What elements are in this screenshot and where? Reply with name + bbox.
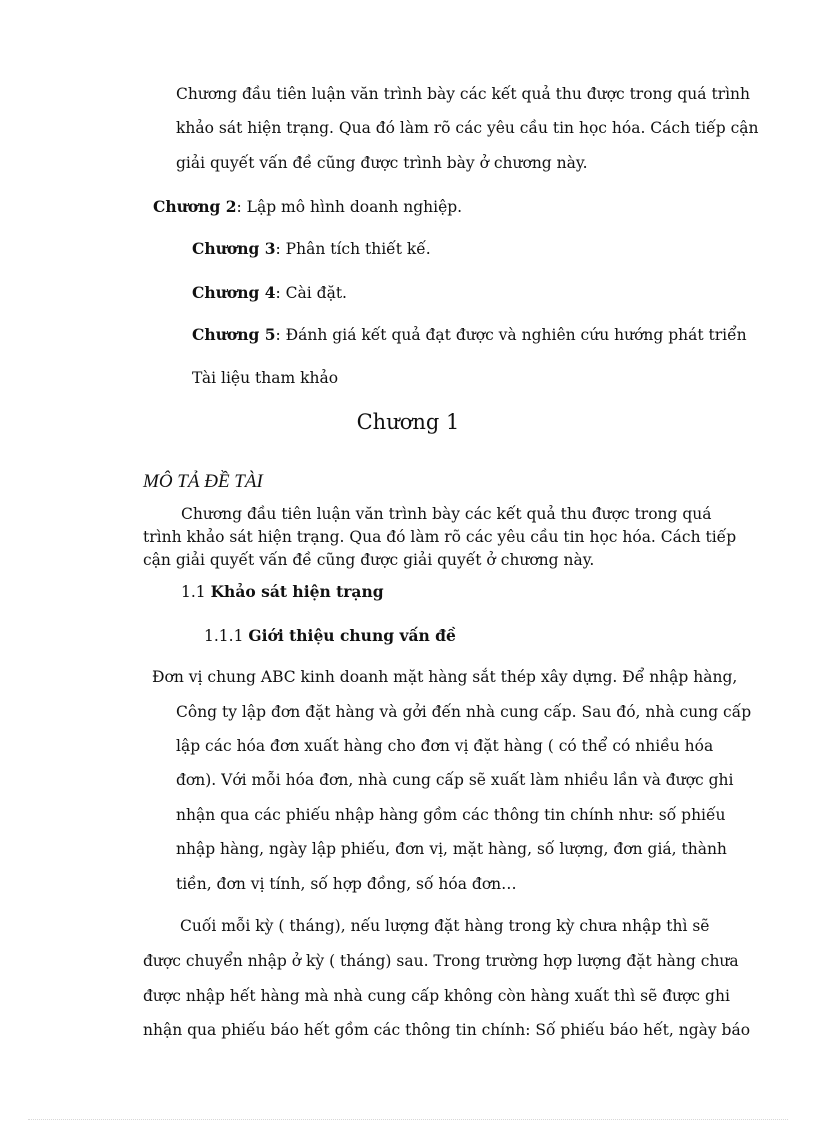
paragraph-1-line-7: tiền, đơn vị tính, số hợp đồng, số hóa đơn…	[176, 875, 517, 893]
subsection-1-1-1-title: Giới thiệu chung vấn đề	[248, 626, 456, 645]
subsection-1-1-number: 1.1	[181, 583, 211, 601]
outline-chapter-4-label: Chương 4	[192, 283, 276, 302]
paragraph-1-line-1: Đơn vị chung ABC kinh doanh mặt hàng sắt thép xây dựng. Để nhập hàng,	[152, 668, 738, 686]
outline-chapter-4	[192, 283, 347, 302]
outline-references: Tài liệu tham khảo	[192, 369, 339, 387]
outline-chapter-5-text: : Đánh giá kết quả đạt được và nghiên cứu hướng phát triển	[275, 326, 747, 344]
section-title: MÔ TẢ ĐỀ TÀI	[143, 471, 263, 492]
subsection-1-1-title: Khảo sát hiện trạng	[210, 582, 384, 601]
chapter-heading: Chương 1	[356, 410, 460, 434]
summary-line-3: cận giải quyết vấn đề cũng được giải quyết ở chương này.	[143, 551, 595, 569]
paragraph-2-line-4: nhận qua phiếu báo hết gồm các thông tin chính: Số phiếu báo hết, ngày báo	[143, 1021, 751, 1039]
outline-chapter-5-label: Chương 5	[192, 325, 276, 344]
outline-chapter-2	[153, 197, 462, 216]
paragraph-1-line-4: đơn). Với mỗi hóa đơn, nhà cung cấp sẽ xuất làm nhiều lần và được ghi	[176, 771, 734, 789]
intro-line-2: khảo sát hiện trạng. Qua đó làm rõ các yêu cầu tin học hóa. Cách tiếp cận	[176, 119, 759, 137]
paragraph-2-line-2: được chuyển nhập ở kỳ ( tháng) sau. Trong trường hợp lượng đặt hàng chưa	[143, 952, 739, 970]
intro-line-3: giải quyết vấn đề cũng được trình bày ở chương này.	[176, 154, 588, 172]
paragraph-2-line-3: được nhập hết hàng mà nhà cung cấp không còn hàng xuất thì sẽ được ghi	[143, 987, 730, 1005]
page-bottom-divider	[28, 1119, 788, 1120]
paragraph-1-line-6: nhập hàng, ngày lập phiếu, đơn vị, mặt hàng, số lượng, đơn giá, thành	[176, 840, 727, 858]
summary-line-1: Chương đầu tiên luận văn trình bày các kết quả thu được trong quá	[181, 505, 712, 523]
paragraph-1-line-5: nhận qua các phiếu nhập hàng gồm các thông tin chính như: số phiếu	[176, 806, 726, 824]
subsection-1-1-1-heading	[204, 626, 456, 645]
paragraph-2-line-1: Cuối mỗi kỳ ( tháng), nếu lượng đặt hàng trong kỳ chưa nhập thì sẽ	[180, 917, 710, 935]
outline-chapter-3	[192, 239, 431, 258]
intro-line-1: Chương đầu tiên luận văn trình bày các kết quả thu được trong quá trình	[176, 85, 751, 103]
subsection-1-1-heading	[181, 582, 384, 601]
outline-chapter-3-text: : Phân tích thiết kế.	[275, 240, 431, 258]
subsection-1-1-1-number: 1.1.1	[204, 627, 249, 645]
summary-line-2: trình khảo sát hiện trạng. Qua đó làm rõ các yêu cầu tin học hóa. Cách tiếp	[143, 528, 737, 546]
outline-chapter-3-label: Chương 3	[192, 239, 276, 258]
outline-chapter-5	[192, 325, 747, 344]
outline-chapter-4-text: : Cài đặt.	[275, 284, 347, 302]
outline-chapter-2-text: : Lập mô hình doanh nghiệp.	[236, 198, 463, 216]
paragraph-1-line-3: lập các hóa đơn xuất hàng cho đơn vị đặt hàng ( có thể có nhiều hóa	[176, 737, 714, 755]
paragraph-1-line-2: Công ty lập đơn đặt hàng và gởi đến nhà cung cấp. Sau đó, nhà cung cấp	[176, 703, 752, 721]
outline-chapter-2-label: Chương 2	[153, 197, 237, 216]
